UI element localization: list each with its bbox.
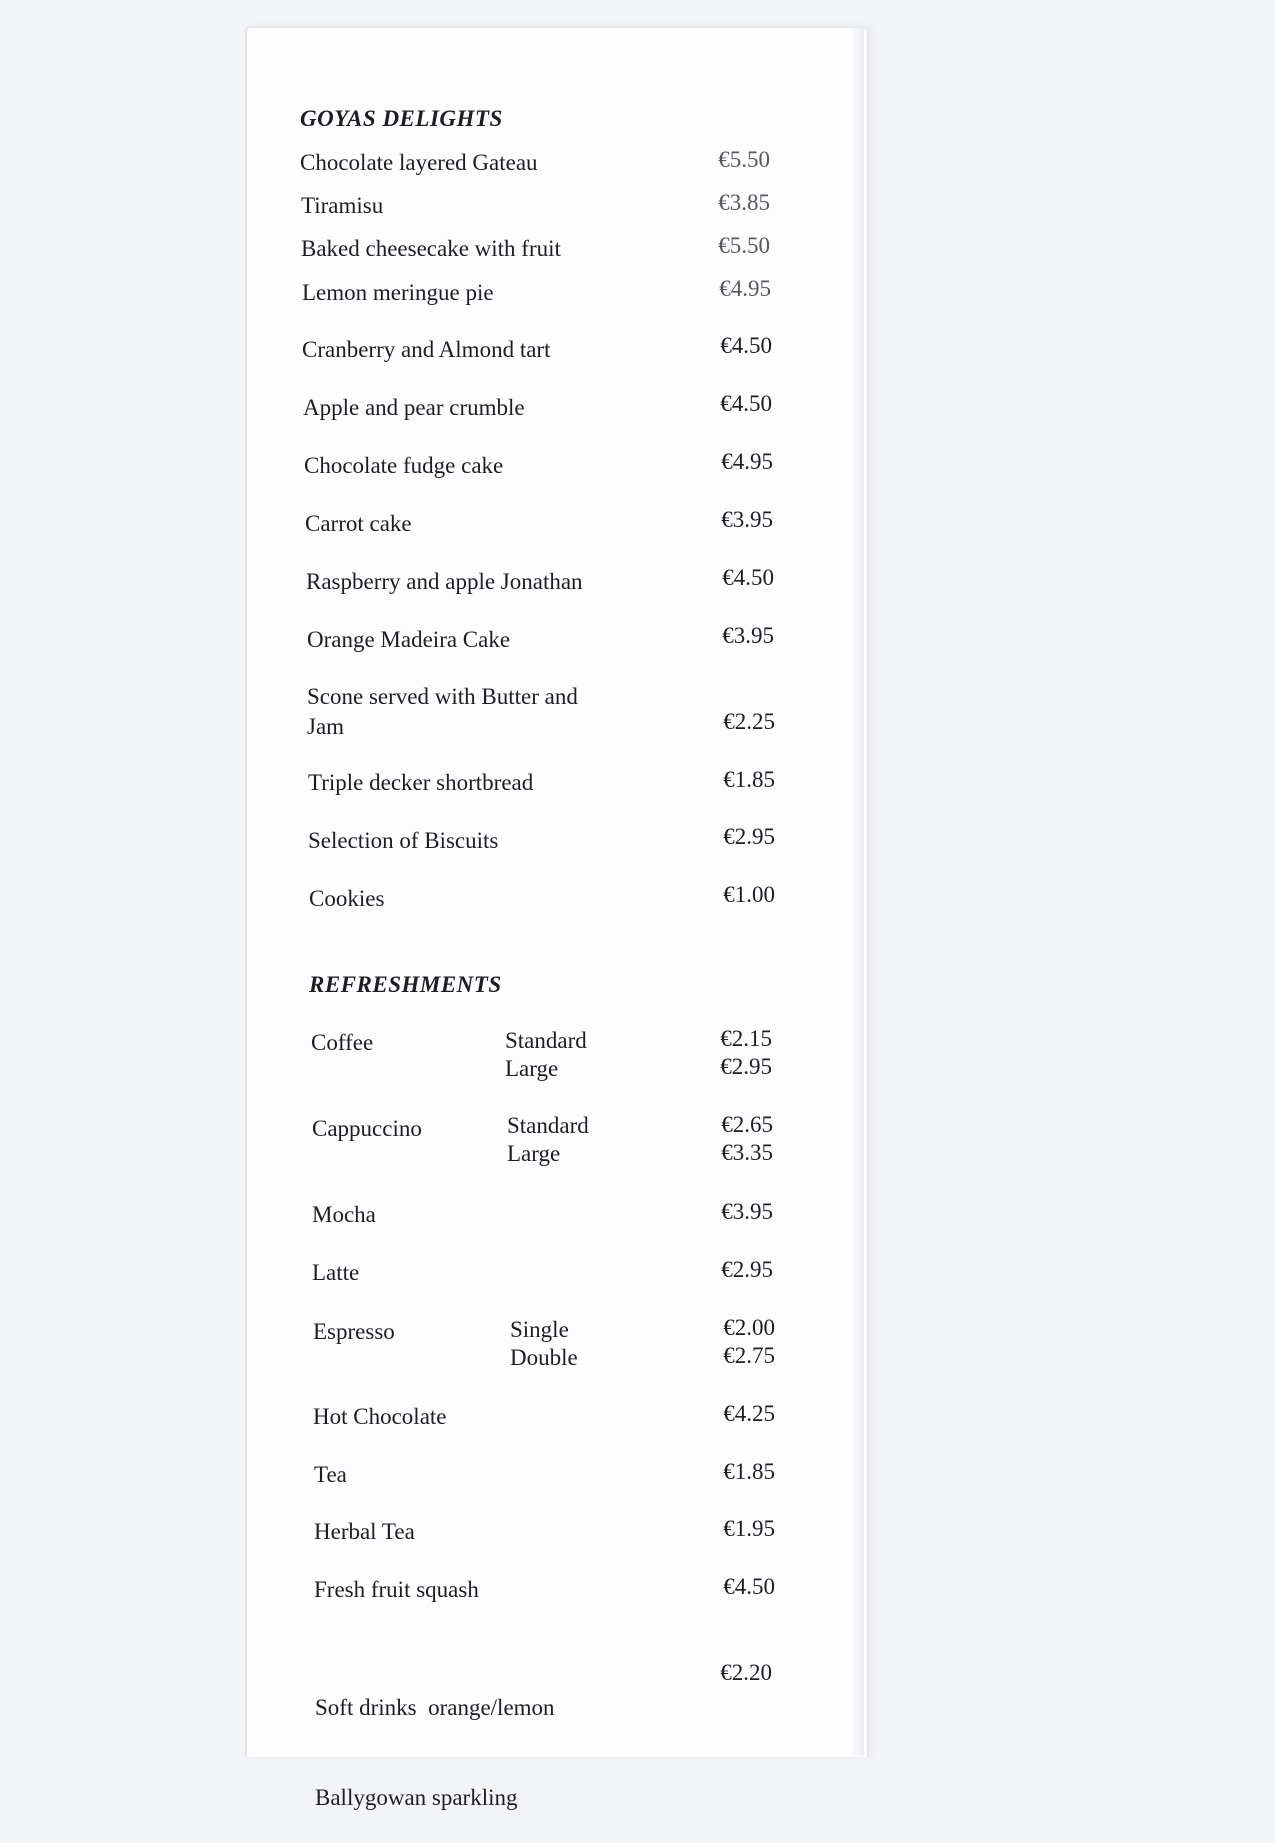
- size-label: Double: [510, 1345, 578, 1370]
- menu-item-name: Tea: [314, 1462, 347, 1487]
- menu-item-price: €3.95: [721, 507, 773, 532]
- menu-item-name: Chocolate layered Gateau: [300, 150, 538, 175]
- menu-item-name: Apple and pear crumble: [303, 395, 525, 420]
- menu-item-price: €1.00: [723, 882, 775, 907]
- menu-item-name-multiline: [315, 1633, 555, 1843]
- menu-item-name: Espresso: [313, 1319, 395, 1344]
- size-price: €2.65: [721, 1112, 773, 1137]
- menu-item-name: Fresh fruit squash: [314, 1577, 479, 1602]
- size-price: €2.95: [720, 1054, 772, 1079]
- menu-item-name: Mocha: [312, 1202, 376, 1227]
- section-title-refreshments: REFRESHMENTS: [309, 972, 502, 997]
- size-price: €2.00: [723, 1315, 775, 1340]
- size-prices: [662, 1025, 772, 1081]
- menu-item-name-line: Jam: [307, 714, 345, 739]
- menu-item-name: Raspberry and apple Jonathan: [306, 569, 583, 594]
- menu-item-price: €4.50: [723, 1574, 775, 1599]
- menu-item-name: Coffee: [311, 1030, 374, 1055]
- menu-item-name: Chocolate fudge cake: [304, 453, 504, 478]
- size-label: Standard: [505, 1028, 587, 1053]
- menu-item-price: €4.50: [720, 333, 772, 358]
- sheet-edge-shadow: [852, 28, 864, 1755]
- menu-item-price: €4.95: [721, 449, 773, 474]
- menu-item-price: €2.95: [721, 1257, 773, 1282]
- menu-item-name: Cappuccino: [312, 1116, 422, 1141]
- menu-item-price: €5.50: [718, 147, 770, 172]
- menu-item-name-line: Ballygowan sparkling: [315, 1785, 518, 1810]
- menu-item-price: €3.95: [722, 623, 774, 648]
- menu-item-name: Latte: [312, 1260, 360, 1285]
- menu-item-name: Orange Madeira Cake: [307, 627, 511, 652]
- menu-item-name: Lemon meringue pie: [302, 280, 494, 305]
- size-options: [507, 1112, 589, 1168]
- menu-item-name-line: Soft drinks orange/lemon: [315, 1695, 555, 1720]
- menu-item-price: €5.50: [718, 233, 770, 258]
- size-price: €2.75: [723, 1343, 775, 1368]
- menu-item-price: €3.85: [718, 190, 770, 215]
- menu-item-price: €1.85: [723, 767, 775, 792]
- menu-item-name: Triple decker shortbread: [308, 770, 534, 795]
- size-options: [510, 1316, 578, 1372]
- menu-item-name-multiline: [307, 682, 578, 742]
- size-prices: [663, 1111, 773, 1167]
- size-label: Standard: [507, 1113, 589, 1138]
- menu-item-price: €4.50: [722, 565, 774, 590]
- menu-item-name: Carrot cake: [305, 511, 412, 536]
- size-price: €2.15: [720, 1026, 772, 1051]
- menu-item-price: €2.25: [723, 709, 775, 734]
- menu-item-price: €2.95: [723, 824, 775, 849]
- menu-item-name: Tiramisu: [301, 193, 384, 218]
- size-label: Large: [507, 1141, 561, 1166]
- size-price: €3.35: [721, 1140, 773, 1165]
- menu-item-name: Hot Chocolate: [313, 1404, 447, 1429]
- menu-item-price: €2.20: [720, 1660, 772, 1685]
- size-label: Large: [505, 1056, 559, 1081]
- menu-item-price: €3.95: [721, 1199, 773, 1224]
- menu-item-price: €1.85: [723, 1459, 775, 1484]
- size-prices: [665, 1314, 775, 1370]
- size-label: Single: [510, 1317, 569, 1342]
- menu-item-price: €1.95: [723, 1516, 775, 1541]
- menu-item-price: €4.95: [719, 276, 771, 301]
- size-options: [505, 1027, 587, 1083]
- section-title-goyas-delights: GOYAS DELIGHTS: [300, 106, 503, 131]
- menu-item-price: €4.50: [720, 391, 772, 416]
- menu-item-name: Baked cheesecake with fruit: [301, 236, 561, 261]
- menu-item-name-line: Scone served with Butter and: [307, 684, 578, 709]
- menu-item-name: Cookies: [309, 886, 385, 911]
- menu-item-price: €4.25: [723, 1401, 775, 1426]
- menu-item-name: Selection of Biscuits: [308, 828, 499, 853]
- menu-item-name: Herbal Tea: [314, 1519, 415, 1544]
- menu-item-name: Cranberry and Almond tart: [302, 337, 551, 362]
